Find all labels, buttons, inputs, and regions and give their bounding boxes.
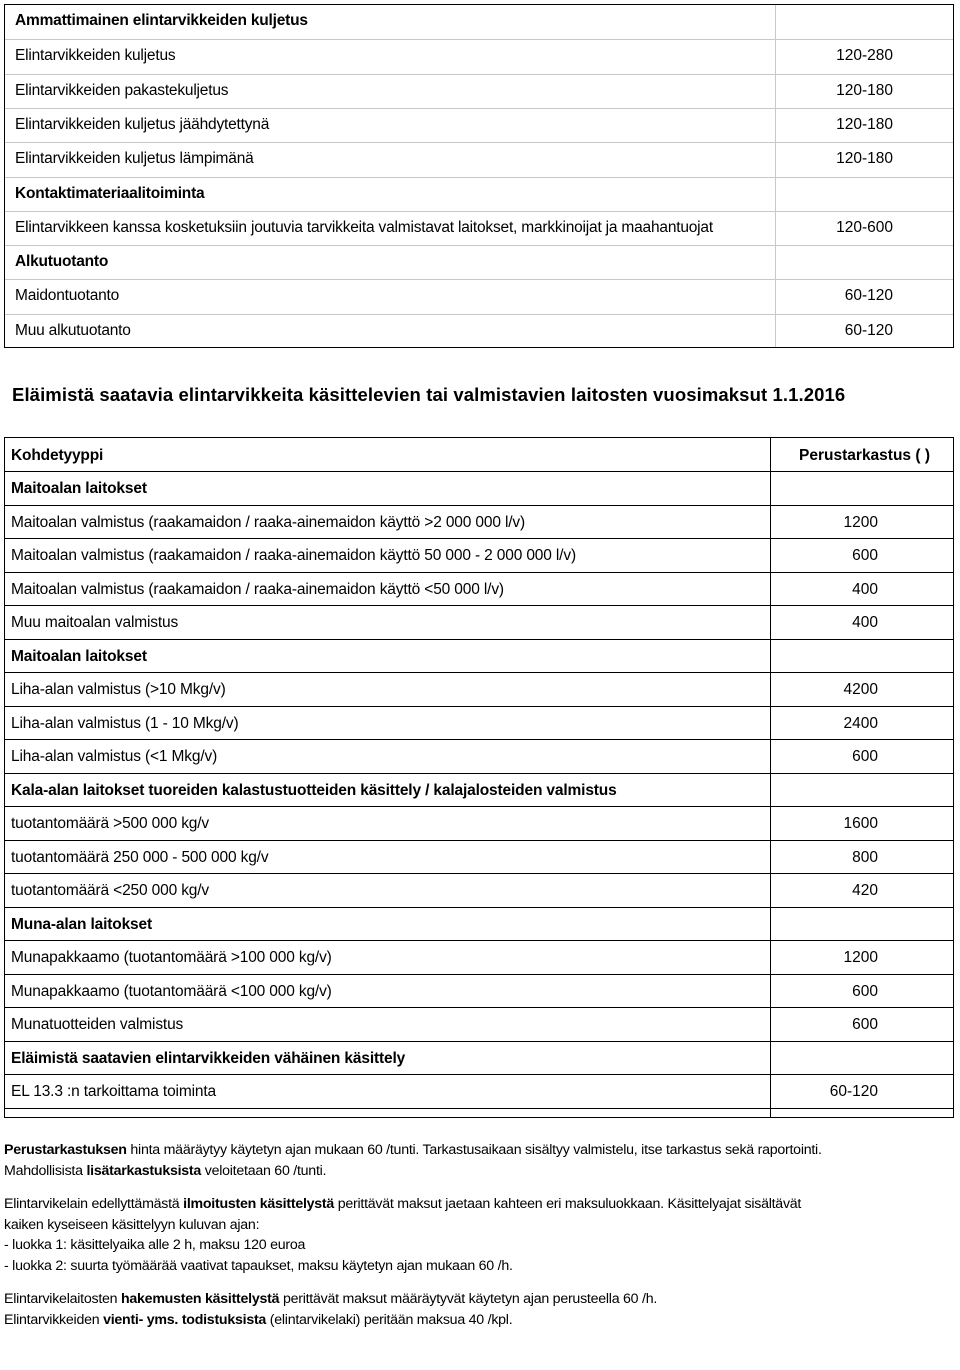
note-extra-inspection — [4, 1161, 960, 1182]
note-text: Elintarvikelaitosten — [4, 1291, 121, 1307]
row-value: 1200 — [843, 513, 878, 531]
row-label: Elintarvikkeiden kuljetus — [15, 47, 176, 65]
row-value: 120-180 — [836, 115, 893, 133]
row-value: 600 — [852, 1016, 878, 1033]
table-row — [5, 314, 953, 348]
row-label: Liha-alan valmistus (<1 Mkg/v) — [11, 748, 218, 765]
row-value: 4200 — [843, 681, 878, 698]
section-label: Muna-alan laitokset — [11, 915, 152, 933]
row-divider — [4, 1041, 954, 1042]
row-label: Maidontuotanto — [15, 287, 120, 305]
table-section-row — [5, 177, 953, 211]
row-label: Maitoalan valmistus (raakamaidon / raaka-ainemaidon käyttö 50 000 - 2 000 000 l/v) — [11, 547, 576, 564]
table-row — [5, 74, 953, 108]
row-divider — [4, 940, 954, 941]
row-label: Munatuotteiden valmistus — [11, 1016, 184, 1033]
fee-notes — [4, 1140, 960, 1330]
row-divider — [4, 672, 954, 673]
table-border-top — [4, 437, 954, 438]
column-header-fee: Perustarkastus ( ) — [799, 447, 930, 464]
note-notifications-cont: kaiken kyseiseen käsittelyyn kuluvan ajan: — [4, 1216, 260, 1233]
note-text: Mahdollisista — [4, 1162, 87, 1179]
row-divider — [4, 471, 954, 472]
row-divider — [4, 806, 954, 807]
row-divider — [4, 1108, 954, 1109]
row-value: 400 — [852, 614, 878, 631]
row-value: 60-120 — [844, 287, 893, 305]
note-class-1: - luokka 1: käsittelyaika alle 2 h, maksu 120 euroa — [4, 1237, 306, 1253]
row-divider — [4, 873, 954, 874]
table-row — [5, 142, 953, 176]
section-label: Maitoalan laitokset — [11, 480, 147, 497]
row-label: Liha-alan valmistus (1 - 10 Mkg/v) — [11, 714, 239, 732]
row-value: 600 — [852, 748, 878, 765]
note-bold: lisätarkastuksista — [86, 1162, 202, 1179]
table-section-row — [5, 245, 953, 279]
row-value: 120-280 — [836, 47, 893, 65]
row-label: Elintarvikkeiden kuljetus jäähdytettynä — [15, 115, 270, 133]
note-text: veloitetaan 60 /tunti. — [201, 1162, 327, 1179]
note-text: Elintarvikelain edellyttämästä — [4, 1196, 184, 1212]
row-value: 800 — [852, 848, 878, 866]
section-label: Maitoalan laitokset — [11, 647, 147, 665]
row-divider — [4, 505, 954, 506]
row-label: Muu maitoalan valmistus — [11, 614, 179, 631]
column-header-type: Kohdetyyppi — [11, 447, 104, 464]
row-divider — [4, 1007, 954, 1008]
row-divider — [4, 739, 954, 740]
note-bold: ilmoitusten käsittelystä — [183, 1196, 335, 1212]
row-value: 400 — [852, 580, 878, 598]
row-value: 120-180 — [836, 81, 893, 99]
row-divider — [4, 907, 954, 908]
row-value: 420 — [852, 882, 878, 899]
row-label: EL 13.3 :n tarkoittama toiminta — [11, 1083, 216, 1100]
section-label: Kala-alan laitokset tuoreiden kalastustuotteiden käsittely / kalajalosteiden valmistus — [11, 781, 617, 799]
table-row — [5, 211, 953, 245]
row-label: Munapakkaamo (tuotantomäärä <100 000 kg/v) — [11, 982, 332, 1000]
table-row — [5, 279, 953, 313]
row-value: 60-120 — [829, 1083, 878, 1100]
row-label: tuotantomäärä 250 000 - 500 000 kg/v — [11, 848, 269, 866]
row-label: Elintarvikkeiden kuljetus lämpimänä — [15, 150, 254, 168]
column-divider — [770, 437, 771, 1117]
row-label: Elintarvikkeen kanssa kosketuksiin joutuvia tarvikkeita valmistavat laitokset, markkinoijat ja maahantuojat — [15, 218, 713, 236]
row-label: Muu alkutuotanto — [15, 321, 131, 339]
note-bold: hakemusten käsittelystä — [120, 1291, 280, 1307]
fee-table-animal-products — [4, 437, 954, 1117]
section-label: Eläimistä saatavien elintarvikkeiden vähäinen käsittely — [11, 1049, 406, 1067]
note-text: (elintarvikelaki) peritään maksua 40 /kpl. — [266, 1311, 513, 1328]
row-label: tuotantomäärä <250 000 kg/v — [11, 882, 210, 899]
note-class-2: - luokka 2: suurta työmäärää vaativat tapaukset, maksu käytetyn ajan mukaan 60 /h. — [4, 1257, 513, 1274]
table-row — [5, 108, 953, 142]
row-label: tuotantomäärä >500 000 kg/v — [11, 815, 210, 832]
row-value: 1600 — [843, 815, 878, 832]
row-label: Maitoalan valmistus (raakamaidon / raaka-ainemaidon käyttö >2 000 000 l/v) — [11, 513, 526, 531]
section-heading: Eläimistä saatavia elintarvikkeita käsittelevien tai valmistavien laitosten vuosimaksut 1.1.2016 — [12, 384, 846, 405]
note-certificates — [4, 1310, 960, 1331]
section-label: Kontaktimateriaalitoiminta — [15, 184, 205, 202]
row-divider — [4, 639, 954, 640]
note-bold: Perustarkastuksen — [4, 1142, 127, 1158]
row-divider — [4, 706, 954, 707]
row-value: 600 — [852, 547, 878, 564]
table-border-right — [953, 437, 954, 1117]
row-divider — [4, 974, 954, 975]
row-divider — [4, 605, 954, 606]
row-label: Maitoalan valmistus (raakamaidon / raaka-ainemaidon käyttö <50 000 l/v) — [11, 580, 504, 598]
row-divider — [4, 1074, 954, 1075]
table-section-row — [5, 5, 953, 39]
row-value: 60-120 — [844, 321, 893, 339]
row-value: 600 — [852, 982, 878, 1000]
row-label: Munapakkaamo (tuotantomäärä >100 000 kg/v) — [11, 949, 332, 966]
row-value: 120-180 — [836, 150, 893, 168]
row-divider — [4, 572, 954, 573]
table-border-bottom — [4, 1117, 954, 1118]
section-label: Alkutuotanto — [15, 253, 109, 271]
row-value: 120-600 — [836, 218, 893, 236]
note-text: perittävät maksut jaetaan kahteen eri maksuluokkaan. Käsittelyajat sisältävät — [334, 1196, 802, 1212]
row-value: 2400 — [843, 714, 878, 732]
table-row — [5, 39, 953, 73]
row-label: Elintarvikkeiden pakastekuljetus — [15, 81, 229, 99]
section-label: Ammattimainen elintarvikkeiden kuljetus — [15, 12, 308, 29]
note-text: hinta määräytyy käytetyn ajan mukaan 60 /tunti. Tarkastusaikaan sisältyy valmistelu, itse tarkastus sekä raportointi. — [126, 1142, 822, 1158]
fee-table-general — [4, 4, 954, 348]
row-value: 1200 — [843, 949, 878, 966]
note-notifications — [4, 1194, 960, 1215]
note-text: perittävät maksut määräytyvät käytetyn ajan perusteella 60 /h. — [279, 1291, 658, 1307]
note-text: Elintarvikkeiden — [4, 1311, 104, 1328]
note-bold: vienti- yms. todistuksista — [103, 1311, 267, 1328]
row-divider — [4, 538, 954, 539]
note-inspection — [4, 1140, 960, 1161]
note-applications — [4, 1289, 960, 1310]
row-divider — [4, 840, 954, 841]
row-divider — [4, 773, 954, 774]
row-label: Liha-alan valmistus (>10 Mkg/v) — [11, 681, 226, 698]
table-border-left — [4, 437, 5, 1117]
